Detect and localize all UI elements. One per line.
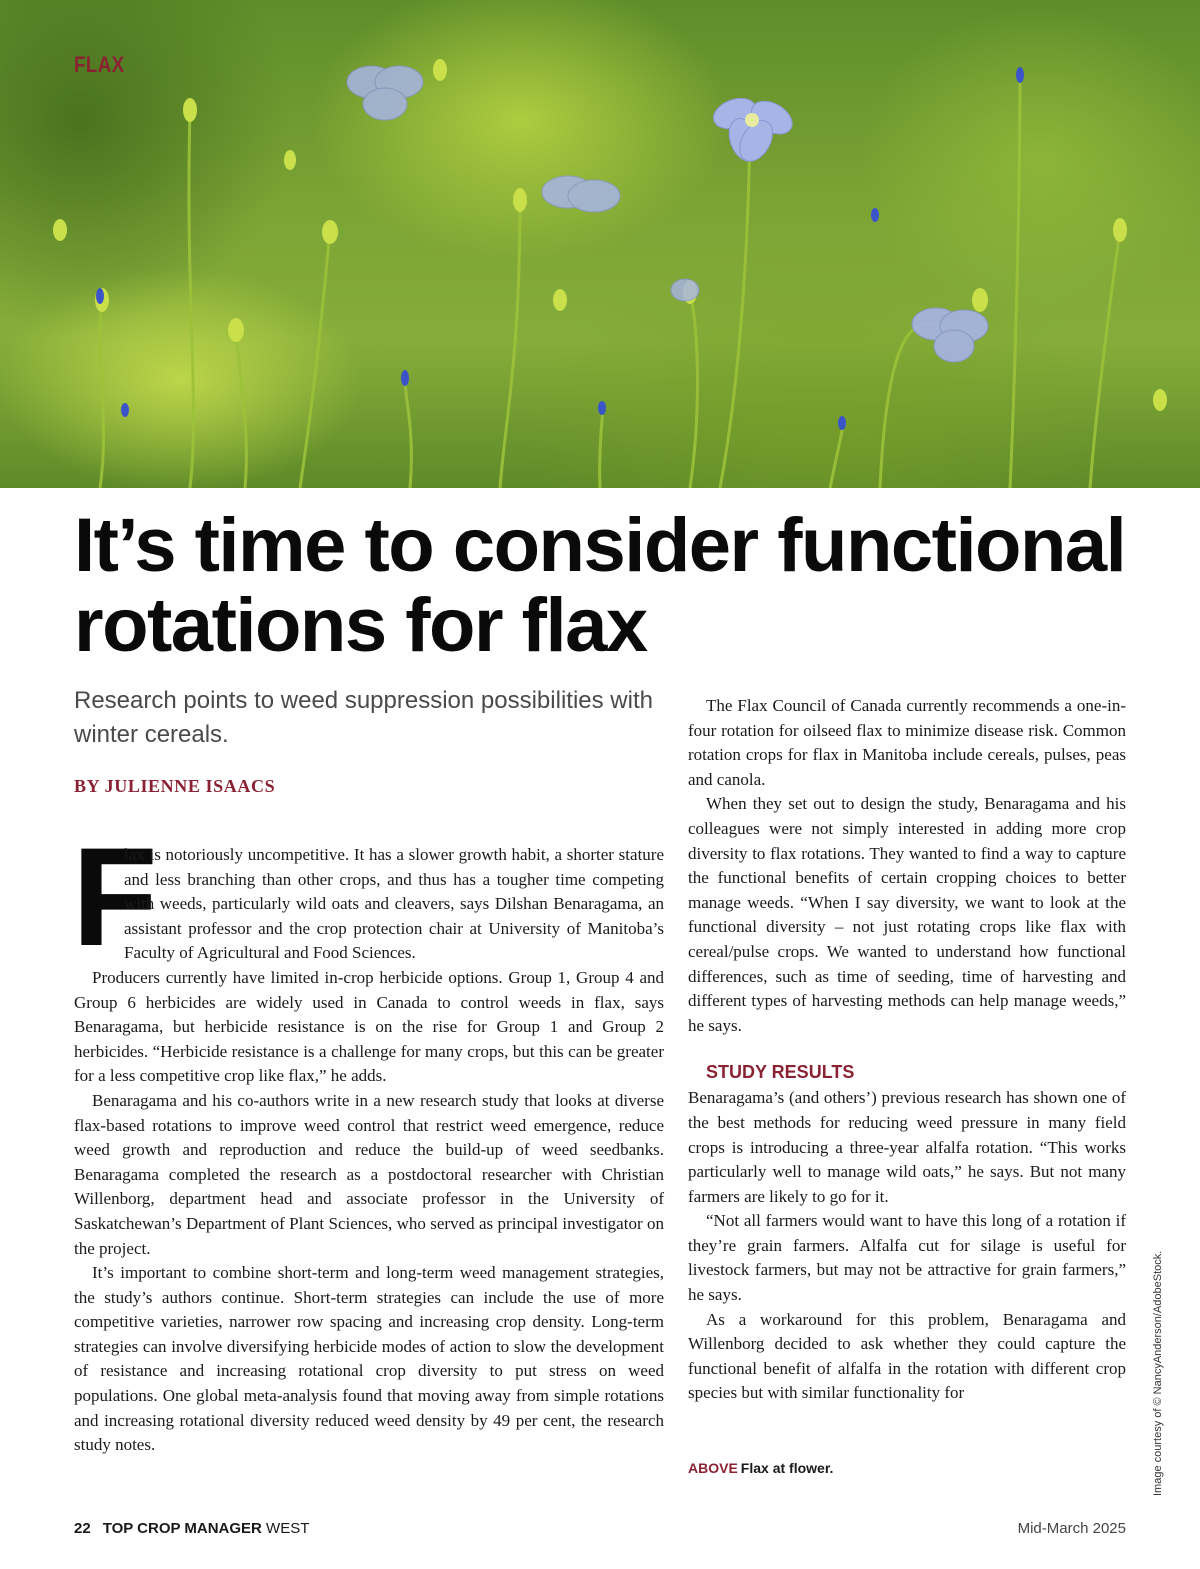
section-tag: FLAX [74,52,125,77]
article-headline: It’s time to consider functional rotations for flax [74,503,1126,668]
magazine-edition: WEST [261,1520,310,1537]
flax-plants-illustration [0,0,1200,488]
article-deck: Research points to weed suppression possibilities with winter cereals. [74,687,653,748]
body-paragraph [72,818,664,975]
body-column-right [688,694,1126,1406]
issue-date: Mid-March 2025 [1017,1520,1126,1537]
footer-folio [74,1520,309,1537]
body-paragraph: The Flax Council of Canada currently recommends a one-in-four rotation for oilseed flax to minimize disease risk. Common rotation crops for flax in Manitoba include cereals, pulses, peas and canola. [688,696,1126,789]
body-paragraph: When they set out to design the study, Benaragama and his colleagues were not simply interested in adding more crop diversity to flax rotations. They wanted to find a way to capture the functional benefits of certain cropping choices to better manage weeds. “When I say diversity, we want to look at the functional diversity – not just rotating crops like flax with cereal/pulse crops. We wanted to understand how functional differences, such as time of seeding, time of harvesting and different types of harvesting methods can help manage weeds,” he says. [688,794,1126,1035]
article-byline: BY JULIENNE ISAACS [74,776,276,796]
drop-cap: F [72,818,158,975]
body-column-left [72,818,664,1458]
body-paragraph: “Not all farmers would want to have this long of a rotation if they’re grain farmers. Alfalfa cut for silage is useful for livestock farmers, but may not be attractive for grain farmers,” he says. [688,1211,1126,1305]
body-paragraph-text: lax is notoriously uncompetitive. It has a slower growth habit, a shorter stature and less branching than other crops, and thus has a tougher time competing with weeds, particularly wild oats and cleavers, says Dilshan Benaragama, an assistant professor and the crop protection chair at University of Manitoba’s Faculty of Agricultural and Food Sciences. [124,845,664,963]
body-paragraph: It’s important to combine short-term and long-term weed management strategies, the study’s authors continue. Short-term strategies can include the use of more competitive varieties, narrower row spacing and increasing crop density. Long-term strategies can involve diversifying herbicide modes of action to slow the development of resistance and increasing rotational crop diversity to put stress on weed populations. One global meta-analysis found that moving away from simple rotations and increasing rotational diversity reduced weed density by 49 per cent, the research study notes. [74,1263,664,1455]
caption-lead: ABOVE [688,1460,738,1476]
caption-text: Flax at flower. [740,1460,834,1476]
body-paragraph: As a workaround for this problem, Benaragama and Willenborg decided to ask whether they could capture the functional benefit of alfalfa in the rotation with different crop species but with similar functionality for [688,1309,1126,1403]
body-paragraph: Benaragama and his co-authors write in a new research study that looks at diverse flax-based rotations to improve weed control that restrict weed emergence, reduce weed growth and reproduction and reduce the build-up of weed seedbanks. Benaragama completed the research as a postdoctoral researcher with Christian Willenborg, department head and associate professor in the University of Saskatchewan’s Department of Plant Sciences, who served as principal investigator on the project. [74,1090,664,1258]
hero-photo-flax-field [0,0,1200,488]
magazine-name: TOP CROP MANAGER [102,1520,262,1537]
body-paragraph: Benaragama’s (and others’) previous research has shown one of the best methods for reducing weed pressure in many field crops is introducing a three-year alfalfa rotation. “This works particularly well to manage wild oats,” he says. But not many farmers are likely to go for it. [688,1088,1126,1206]
section-subhead: STUDY RESULTS [706,1062,855,1083]
photo-credit: Image courtesy of © NancyAnderson/AdobeStock. [1152,1250,1164,1496]
body-paragraph: Producers currently have limited in-crop herbicide options. Group 1, Group 4 and Group 6 herbicides are widely used in Canada to control weeds in flax, says Benaragama, but herbicide resistance is on the rise for Group 1 and Group 2 herbicides. “Herbicide resistance is a challenge for many crops, but this can be greater for a less competitive crop like flax,” he adds. [74,967,664,1086]
photo-caption [688,1460,833,1476]
page-number: 22 [74,1520,91,1537]
